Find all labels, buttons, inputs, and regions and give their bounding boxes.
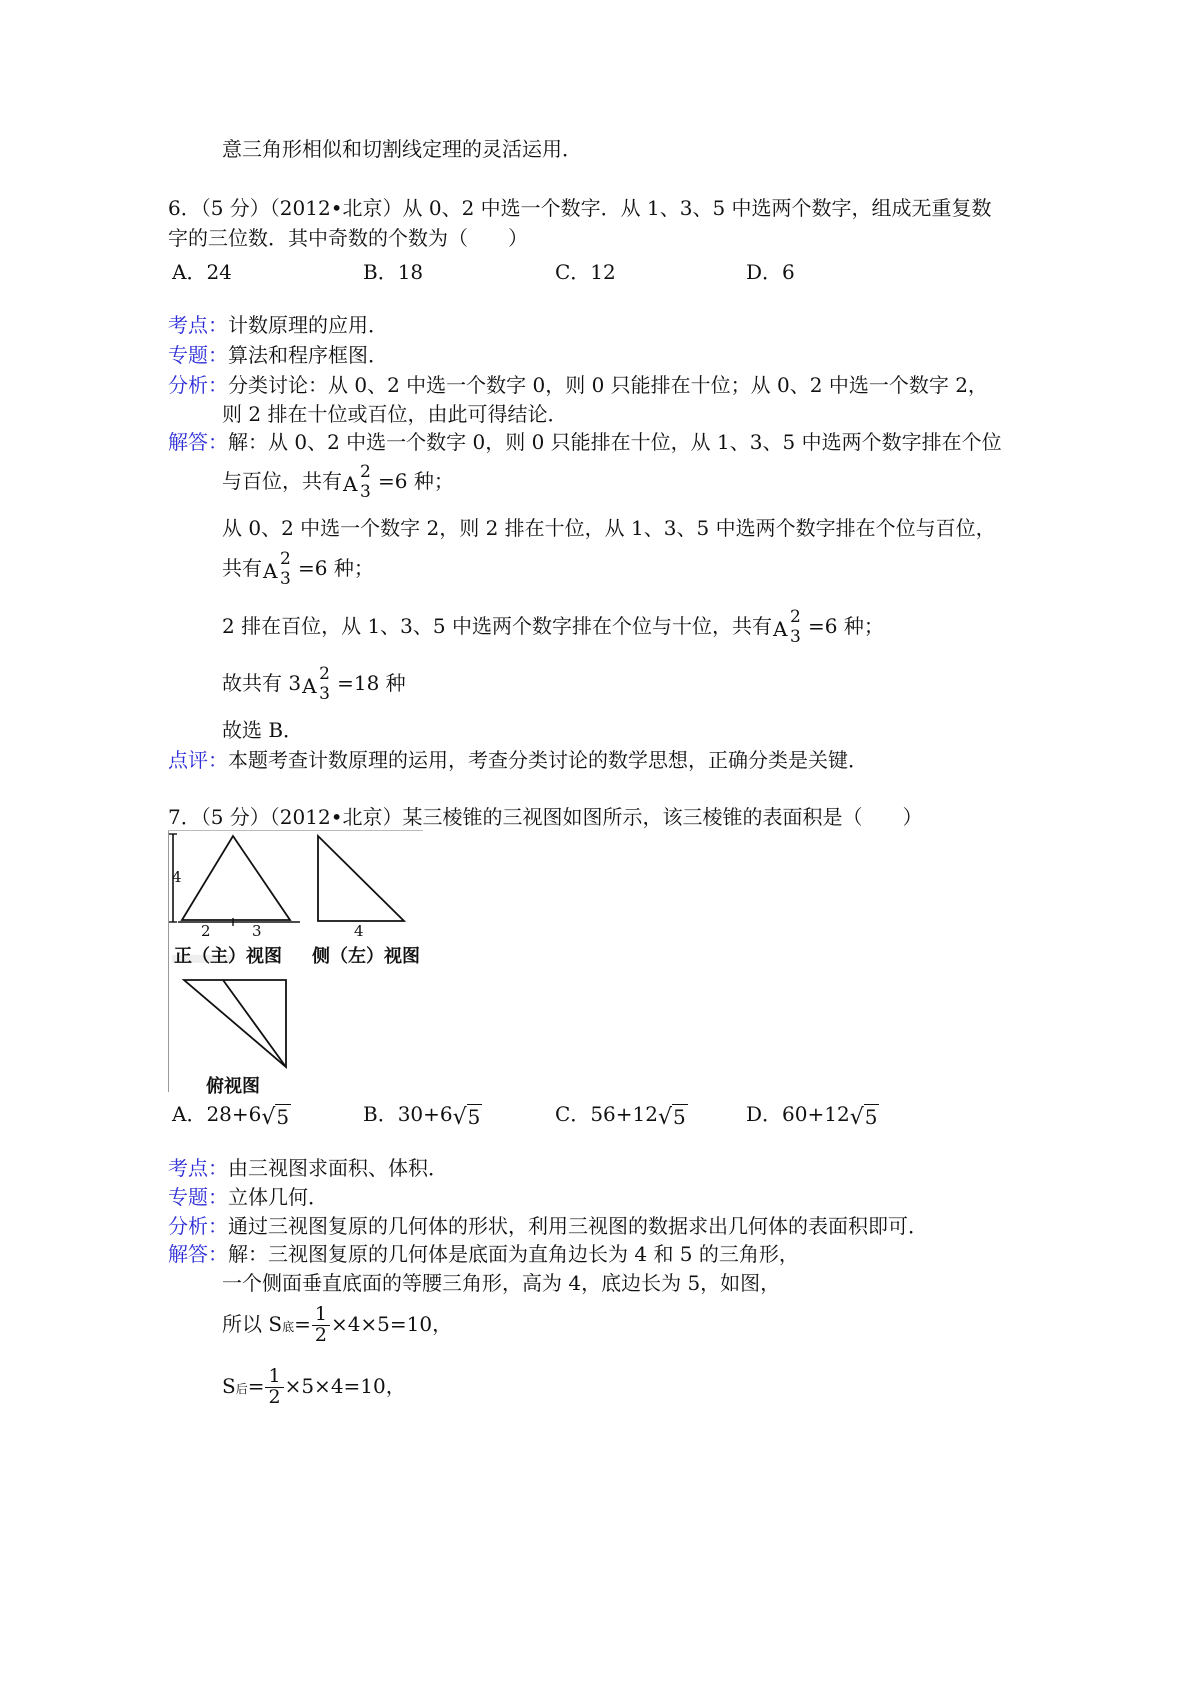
fraction-denominator: 2 xyxy=(268,1385,281,1408)
q6-zhuanti xyxy=(168,343,388,367)
q6-jieda-line1: 解：从 0、2 中选一个数字 0，则 0 只能排在十位，从 1、3、5 中选两个数字排在个位 xyxy=(228,430,1002,454)
q7-jieda-line2: 一个侧面垂直底面的等腰三角形，高为 4，底边长为 5，如图， xyxy=(222,1271,781,1295)
q6-dianping-text: 本题考查计数原理的运用，考查分类讨论的数学思想，正确分类是关键． xyxy=(228,748,868,772)
q6-jieda-line4-post: =6 种； xyxy=(298,556,374,580)
permutation-a32 xyxy=(343,462,377,502)
s-back-subscript: 后 xyxy=(235,1381,248,1396)
q7-option-c xyxy=(555,1098,688,1130)
label-3: 3 xyxy=(252,922,262,940)
perm-sup: 2 xyxy=(280,549,291,569)
s-base-symbol: 所以 S xyxy=(222,1311,283,1336)
kaodian-label: 考点： xyxy=(168,313,228,337)
q6-option-d: D．6 xyxy=(746,260,795,284)
q6-jieda-line5-pre: 2 排在百位，从 1、3、5 中选两个数字排在个位与十位，共有 xyxy=(222,614,772,638)
permutation-a32 xyxy=(772,607,807,647)
q6-stem-line2: 字的三位数．其中奇数的个数为（ ） xyxy=(168,226,528,250)
fraction-one-half xyxy=(312,1305,330,1346)
q6-option-b: B．18 xyxy=(363,260,424,284)
q7-jieda-line4 xyxy=(222,1367,406,1408)
kaodian-label: 考点： xyxy=(168,1156,228,1180)
permutation-a32 xyxy=(302,664,336,704)
perm-a: A xyxy=(772,617,788,641)
sqrt-sign: √ xyxy=(261,1105,276,1130)
sqrt-sign: √ xyxy=(657,1105,672,1130)
q7-option-b-pre: 30+6 xyxy=(397,1102,453,1126)
sqrt xyxy=(850,1105,880,1130)
q7-jieda xyxy=(168,1242,799,1266)
q6-jieda-line6 xyxy=(222,664,406,704)
perm-a: A xyxy=(343,472,358,496)
q7-fenxi xyxy=(168,1214,928,1238)
zhuanti-label: 专题： xyxy=(168,343,228,367)
q7-option-c-pre: 56+12 xyxy=(590,1102,658,1126)
q7-zhuanti-text: 立体几何． xyxy=(228,1185,328,1209)
q6-jieda-line2-post: =6 种； xyxy=(378,469,454,493)
q6-jieda-line3: 从 0、2 中选一个数字 2，则 2 排在十位，从 1、3、5 中选两个数字排在个位与百位， xyxy=(222,516,996,540)
q7-option-b-letter: B． xyxy=(363,1102,398,1126)
q7-option-a-letter: A． xyxy=(172,1102,207,1126)
label-4-left: 4 xyxy=(172,868,182,886)
q6-jieda-line7: 故选 B． xyxy=(222,718,304,742)
q7-option-c-letter: C． xyxy=(555,1102,591,1126)
sqrt xyxy=(658,1105,688,1130)
fraction-numerator: 1 xyxy=(265,1367,283,1388)
jieda-label: 解答： xyxy=(168,430,228,454)
q6-option-a: A．24 xyxy=(172,260,232,284)
front-view-caption: 正（主）视图 xyxy=(174,946,282,967)
perm-a: A xyxy=(302,674,317,698)
fenxi-label: 分析： xyxy=(168,1214,228,1238)
q6-jieda-line6-post: =18 种 xyxy=(337,671,406,695)
fenxi-label: 分析： xyxy=(168,373,228,397)
q6-fenxi-line2: 则 2 排在十位或百位，由此可得结论． xyxy=(222,402,568,426)
perm-sup: 2 xyxy=(319,664,330,684)
q6-zhuanti-text: 算法和程序框图． xyxy=(228,343,388,367)
perm-sub: 3 xyxy=(360,481,371,502)
equals-sign: = xyxy=(294,1311,311,1336)
q7-option-d-pre: 60+12 xyxy=(782,1102,850,1126)
q6-option-c: C．12 xyxy=(555,260,616,284)
q7-jieda-line3 xyxy=(222,1305,452,1346)
q6-jieda-line5 xyxy=(222,607,884,647)
sqrt-radicand: 5 xyxy=(276,1105,290,1129)
dianping-label: 点评： xyxy=(168,748,228,772)
q6-kaodian-text: 计数原理的应用． xyxy=(228,313,388,337)
sqrt-radicand: 5 xyxy=(673,1105,686,1129)
q7-jieda-line1: 解：三视图复原的几何体是底面为直角边长为 4 和 5 的三角形， xyxy=(228,1242,799,1266)
sqrt-radicand: 5 xyxy=(864,1105,878,1129)
q7-kaodian-text: 由三视图求面积、体积． xyxy=(228,1156,448,1180)
perm-sub: 3 xyxy=(319,683,330,704)
q6-kaodian xyxy=(168,313,388,337)
q7-kaodian xyxy=(168,1156,448,1180)
q6-jieda xyxy=(168,430,1002,454)
label-4-side: 4 xyxy=(354,922,364,940)
q6-dianping xyxy=(168,748,868,772)
q7-option-d xyxy=(746,1098,879,1130)
q6-jieda-line4 xyxy=(222,549,374,589)
q7-stem: 7．（5 分）（2012•北京）某三棱锥的三视图如图所示，该三棱锥的表面积是（ ） xyxy=(168,805,923,829)
permutation-a32 xyxy=(263,549,297,589)
q7-option-d-letter: D． xyxy=(746,1102,783,1126)
q7-jieda-line4-post: ×5×4=10， xyxy=(284,1373,406,1398)
q6-fenxi-line1: 分类讨论：从 0、2 中选一个数字 0，则 0 只能排在十位；从 0、2 中选一个数字 2， xyxy=(228,373,988,397)
sqrt-sign: √ xyxy=(452,1105,467,1130)
perm-sup: 2 xyxy=(360,462,371,482)
fraction-denominator: 2 xyxy=(314,1323,327,1346)
perm-sub: 3 xyxy=(280,568,291,589)
jieda-label: 解答： xyxy=(168,1242,228,1266)
q6-stem-line1: 6．（5 分）（2012•北京）从 0、2 中选一个数字．从 1、3、5 中选两个数字，组成无重复数 xyxy=(168,196,992,220)
q7-option-b xyxy=(363,1098,482,1130)
sqrt xyxy=(453,1105,483,1130)
side-view-caption: 侧（左）视图 xyxy=(312,946,420,967)
s-back-symbol: S xyxy=(222,1373,236,1398)
three-view-figure xyxy=(168,830,423,1097)
q7-jieda-line3-post: ×4×5=10， xyxy=(330,1311,453,1336)
perm-sub: 3 xyxy=(789,626,801,647)
sqrt xyxy=(261,1105,291,1130)
q7-zhuanti xyxy=(168,1185,328,1209)
perm-a: A xyxy=(263,559,278,583)
equals-sign: = xyxy=(247,1373,265,1398)
perm-sup: 2 xyxy=(789,607,801,627)
s-base-subscript: 底 xyxy=(282,1319,295,1334)
q7-option-a xyxy=(172,1098,291,1130)
q6-jieda-line4-pre: 共有 xyxy=(222,556,262,580)
fraction-one-half xyxy=(265,1367,283,1408)
q6-fenxi xyxy=(168,373,988,397)
sqrt-sign: √ xyxy=(849,1105,864,1130)
q6-jieda-line2 xyxy=(222,462,454,502)
q5-tail: 意三角形相似和切割线定理的灵活运用． xyxy=(222,137,582,161)
zhuanti-label: 专题： xyxy=(168,1185,228,1209)
top-view-caption: 俯视图 xyxy=(206,1076,260,1097)
sqrt-radicand: 5 xyxy=(467,1105,481,1129)
q6-jieda-line6-pre: 故共有 3 xyxy=(222,671,302,695)
label-2: 2 xyxy=(201,922,211,940)
q7-fenxi-text: 通过三视图复原的几何体的形状，利用三视图的数据求出几何体的表面积即可． xyxy=(228,1214,928,1238)
q6-jieda-line2-pre: 与百位，共有 xyxy=(222,469,342,493)
q6-jieda-line5-post: =6 种； xyxy=(807,614,884,638)
q7-option-a-pre: 28+6 xyxy=(206,1102,262,1126)
fraction-numerator: 1 xyxy=(312,1305,330,1326)
